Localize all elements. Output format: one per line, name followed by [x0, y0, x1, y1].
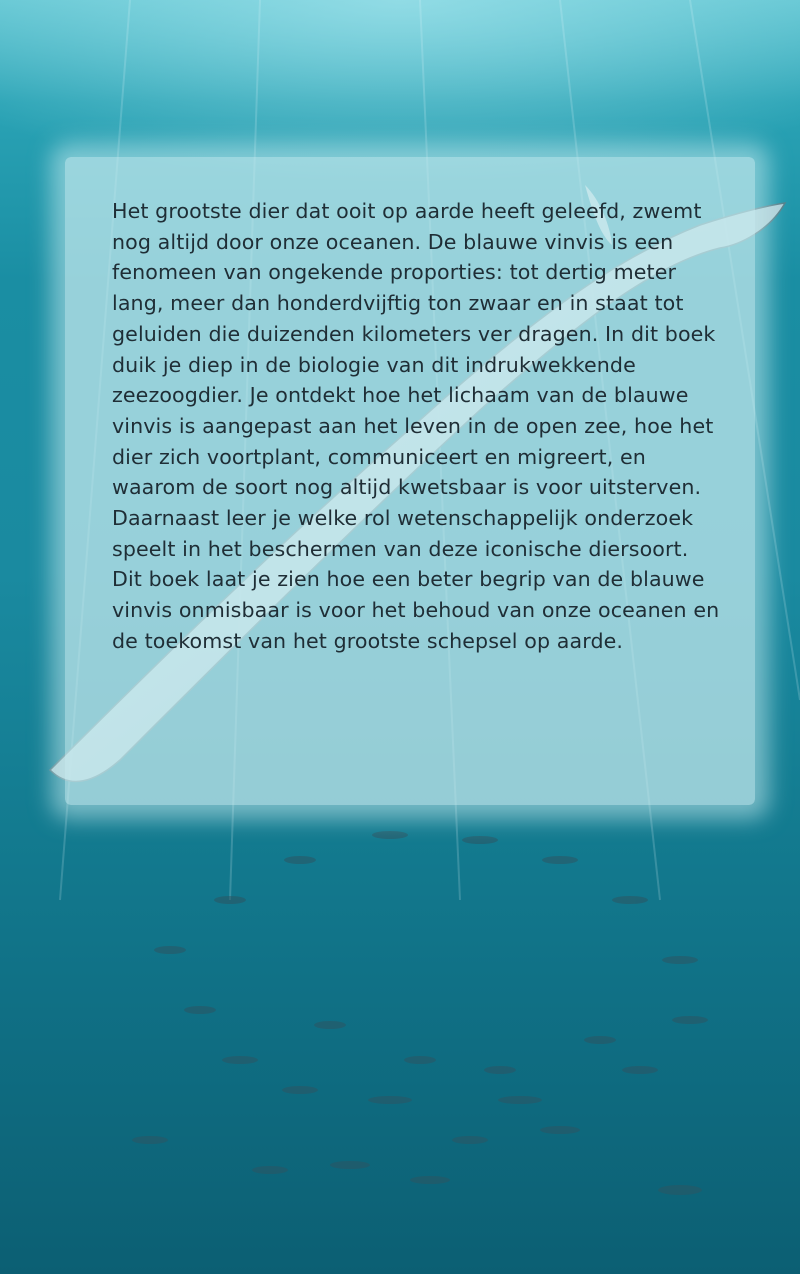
- fish-school: [132, 831, 708, 1195]
- book-blurb: Het grootste dier dat ooit op aarde heeft geleefd, zwemt nog altijd door onze oceanen. De blauwe vinvis is een fenomeen van ongekende proporties: tot dertig meter lang, meer dan honderdvijftig ton zwaar en in staat tot geluiden die duizenden kilometers ver dragen. In dit boek duik je diep in de biologie van dit indrukwekkende zeezoogdier. Je ontdekt hoe het lichaam van de blauwe vinvis is aangepast aan het leven in de open zee, hoe het dier zich voortplant, communiceert en migreert, en waarom de soort nog altijd kwetsbaar is voor uitsterven. Daarnaast leer je welke rol wetenschappelijk onderzoek speelt in het beschermen van deze iconische diersoort. Dit boek laat je zien hoe een beter begrip van de blauwe vinvis onmisbaar is voor het behoud van onze oceanen en de toekomst van het grootste schepsel op aarde.: [112, 199, 720, 653]
